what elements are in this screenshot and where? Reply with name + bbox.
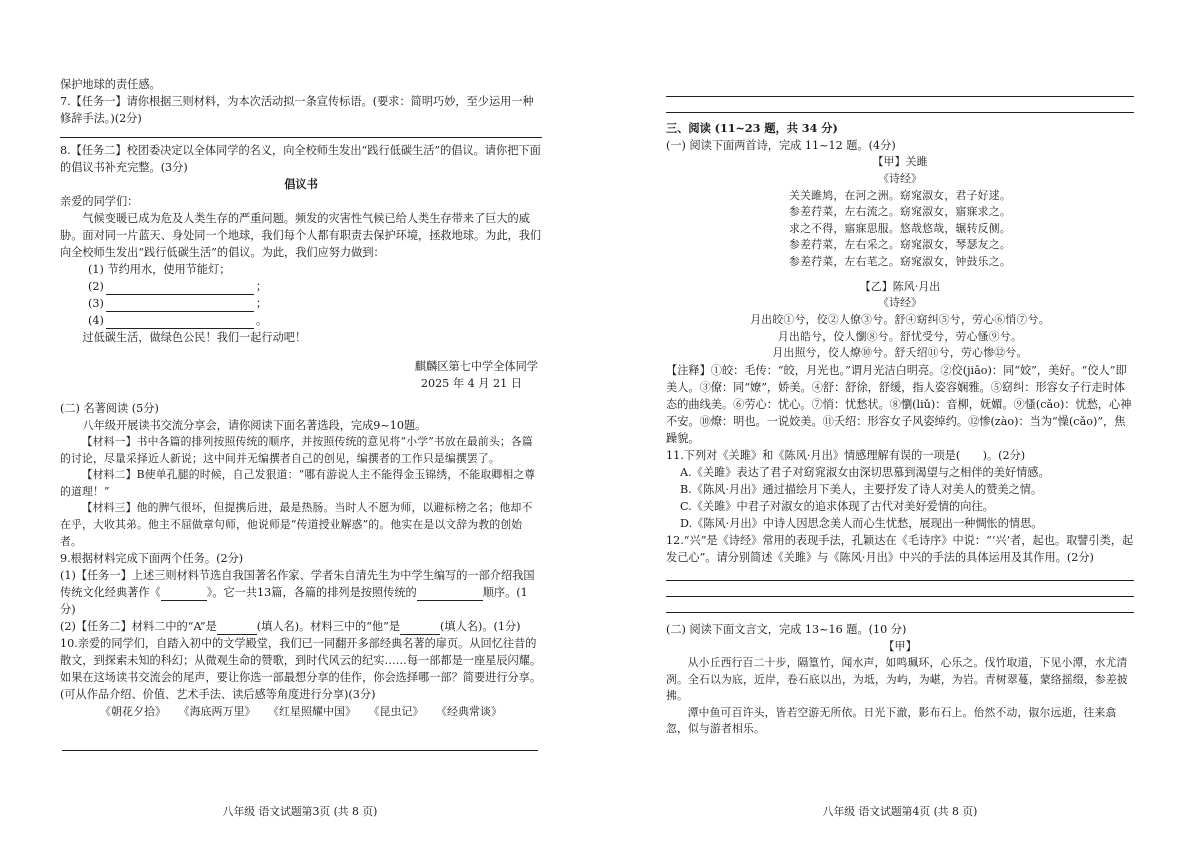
letter-item-2: (2) ；: [88, 280, 268, 293]
subsection-2-heading: (二) 阅读下面文言文，完成 13~16 题。(10 分): [666, 622, 907, 636]
option-b[interactable]: B.《陈风·月出》通过描绘月下美人，主要抒发了诗人对美人的赞美之情。: [680, 482, 1043, 496]
poem-a-title: 【甲】关雎: [872, 155, 928, 168]
question-11: 11.下列对《关雎》和《陈风·月出》情感理解有误的一项是( )。(2分): [666, 448, 1026, 462]
section-2-heading: (二) 名著阅读 (5分): [60, 402, 159, 415]
prose-paragraph-1: 从小丘西行百二十步，隔篁竹，闻水声，如鸣珮环，心乐之。伐竹取道，下见小潭，水尤清冽。全石以为底，近岸，卷石底以出，为坻，为屿，为嵁，为岩。青树翠蔓，蒙络摇缀，参差披拂。: [666, 655, 1128, 703]
book-item: 《朝花夕拾》: [100, 705, 166, 719]
poem-line: 关关雎鸠，在河之洲。窈窕淑女，君子好逑。: [789, 188, 1011, 202]
blank-q9-he[interactable]: [400, 622, 440, 635]
section-2-intro: 八年级开展读书交流分享会，请你阅读下面名著选段，完成9~10题。: [82, 419, 427, 432]
letter-closing: 过低碳生活，做绿色公民！我们一起行动吧！: [82, 331, 307, 344]
question-10: 10.亲爱的同学们，自踏入初中的文学殿堂，我们已一同翻开多部经典名著的扉页。从回忆往昔的散文，到探索未知的科幻；从微观生命的赞歌，到时代风云的纪实……每一部都是一座星辰闪耀。如果在这场读书交流会的尾声，要让你选一部最想分享的佳作，你会选择哪一部？简要进行分享。(可从作品介绍、价值、艺术手法、读后感等角度进行分享)(3分): [60, 637, 542, 702]
poem-b-source: 《诗经》: [878, 296, 922, 310]
page-footer: 八年级 语文试题第3页 (共 8 页): [222, 805, 378, 818]
letter-greeting: 亲爱的同学们：: [60, 195, 139, 208]
book-item: 《红星照耀中国》: [268, 705, 356, 719]
letter-signature: 麒麟区第七中学全体同学: [414, 360, 538, 373]
section-3-heading: 三、阅读 (11~23 题，共 34 分): [666, 121, 838, 135]
bottom-rule: [62, 750, 538, 751]
blank-q9-order[interactable]: [417, 588, 483, 601]
blank-item-4[interactable]: [106, 316, 254, 329]
question-7: 7.【任务一】请你根据三则材料，为本次活动拟一条宣传标语。(要求：简明巧妙，至少运用一种修辞手法。)(2分): [60, 95, 534, 125]
option-c[interactable]: C.《关雎》中君子对淑女的追求体现了古代对美好爱情的向往。: [680, 499, 994, 513]
letter-item-3: (3) ；: [88, 297, 268, 310]
page-footer: 八年级 语文试题第4页 (共 8 页): [822, 805, 978, 818]
poem-line: 月出照兮，佼人燎⑩兮。舒夭绍⑪兮，劳心惨⑫兮。: [772, 346, 1028, 360]
question-8: 8.【任务二】校团委决定以全体同学的名义，向全校师生发出“践行低碳生活”的倡议。请你把下面的倡议书补充完整。(3分): [60, 144, 541, 174]
question-9: 9.根据材料完成下面两个任务。(2分): [60, 552, 244, 566]
poem-line: 求之不得，寤寐思服。悠哉悠哉，辗转反侧。: [789, 221, 1011, 235]
material-3: 【材料三】他的脾气很坏，但提携后进，最是热肠。当时人不愿为师，以避标榜之名；他却不在乎，大收其弟。他主不屈做章句师，他说师是“传道授业解惑”的。他实在是以文辞为教的创始者。: [60, 501, 533, 548]
poem-line: 参差荇菜，左右芼之。窈窕淑女，钟鼓乐之。: [789, 254, 1011, 268]
poem-notes: 【注释】①皎：毛传：“皎，月光也。”谓月光洁白明亮。②佼(jiǎo)：同“姣”，美好。“佼人”即美人。③僚：同“嫽”，娇美。④舒：舒徐，舒缓，指人姿容娴雅。⑤窈纠：形容女子行走时体态的曲线美。⑥劳心：忧心。⑦悄：忧愁状。⑧懰(liǔ)：音柳，妩媚。⑨慅(cǎo)：忧愁，心神不安。⑩燎：明也。一说姣美。⑪夭绍：形容女子风姿绰约。⑫惨(zào)：当为“懆(cǎo)”，焦躁貌。: [666, 363, 1132, 445]
book-list: [60, 703, 542, 719]
letter-date: 2025 年 4 月 21 日: [420, 377, 522, 390]
poem-b: [666, 279, 1134, 362]
book-item: 《昆虫记》: [368, 705, 424, 719]
letter-paragraph: 气候变暖已成为危及人类生存的严重问题。频发的灾害性气候已给人类生存带来了巨大的威胁。面对同一片蓝天、身处同一个地球，我们每个人都有职责去保护环境，拯救地球。为此，我们向全校师生发出“践行低碳生活”的倡议。为此，我们应努力做到：: [60, 212, 542, 259]
material-1: 【材料一】书中各篇的排列按照传统的顺序，并按照传统的意见将“小学”书放在最前头；各篇的讨论，尽量采择近人新说；这中间并无编撰者自己的创见，编撰者的工作只是编撰罢了。: [60, 435, 533, 465]
book-item: 《海底两万里》: [178, 705, 256, 719]
question-12: 12.“兴”是《诗经》常用的表现手法，孔颖达在《毛诗序》中说：“‘兴’者，起也。取譬引类，起发己心”。请分别简述《关雎》与《陈风·月出》中兴的手法的具体运用及其作用。(2分): [666, 533, 1134, 564]
prose-title: 【甲】: [883, 639, 917, 653]
poem-line: 月出皓兮，佼人懰⑧兮。舒忧受兮，劳心慅⑨兮。: [777, 329, 1023, 343]
prose-paragraph-2: 潭中鱼可百许头，皆若空游无所依。日光下澈，影布石上。佁然不动，俶尔远逝，往来翕忽，似与游者相乐。: [666, 705, 1117, 736]
poem-line: 月出皎①兮，佼②人僚③兮。舒④窈纠⑤兮，劳心⑥悄⑦兮。: [750, 313, 1050, 327]
page-4: [600, 0, 1200, 847]
option-a[interactable]: A.《关雎》表达了君子对窈窕淑女由深切思慕到渴望与之相伴的美好情感。: [680, 465, 1050, 479]
poem-b-title: 【乙】陈风·月出: [859, 279, 941, 293]
blank-item-2[interactable]: [106, 282, 254, 295]
question-9-task-1: (1)【任务一】上述三则材料节选自我国著名作家、学者朱自清先生为中学生编写的一部介绍我国传统文化经典著作《 》。它一共13篇，各篇的排列是按照传统的 顺序。(1分): [60, 569, 535, 617]
poem-line: 参差荇菜，左右采之。窈窕淑女，琴瑟友之。: [789, 238, 1011, 252]
answer-line-top-1: [666, 96, 1134, 97]
letter-item-4: (4) 。: [88, 314, 268, 327]
book-item: 《经典常谈》: [436, 705, 502, 719]
poem-a: [666, 154, 1134, 271]
letter-item-1: (1) 节约用水，使用节能灯；: [88, 263, 231, 276]
option-d[interactable]: D.《陈风·月出》中诗人因思念美人而心生忧愁，展现出一种惆怅的情思。: [680, 516, 1043, 530]
top-line: 保护地球的责任感。: [60, 78, 161, 91]
blank-q9-book[interactable]: [161, 588, 207, 601]
answer-line-top-2: [666, 112, 1134, 113]
subsection-1-heading: (一) 阅读下面两首诗，完成 11~12 题。(4分): [666, 139, 896, 152]
question-9-task-2: (2)【任务二】材料二中的“A”是 (填人名)。材料三中的“他”是 (填人名)。(1分): [60, 620, 521, 634]
blank-item-3[interactable]: [106, 299, 254, 312]
letter-title: 倡议书: [284, 177, 318, 191]
blank-q9-a[interactable]: [217, 622, 257, 635]
material-2: 【材料二】B使单孔腿的时候，自己发狠道：“哪有游说人主不能得金玉锦绣，不能取卿相之尊的道理！”: [60, 468, 536, 498]
poem-a-source: 《诗经》: [878, 171, 922, 185]
poem-line: 参差荇菜，左右流之。窈窕淑女，寤寐求之。: [789, 205, 1011, 219]
